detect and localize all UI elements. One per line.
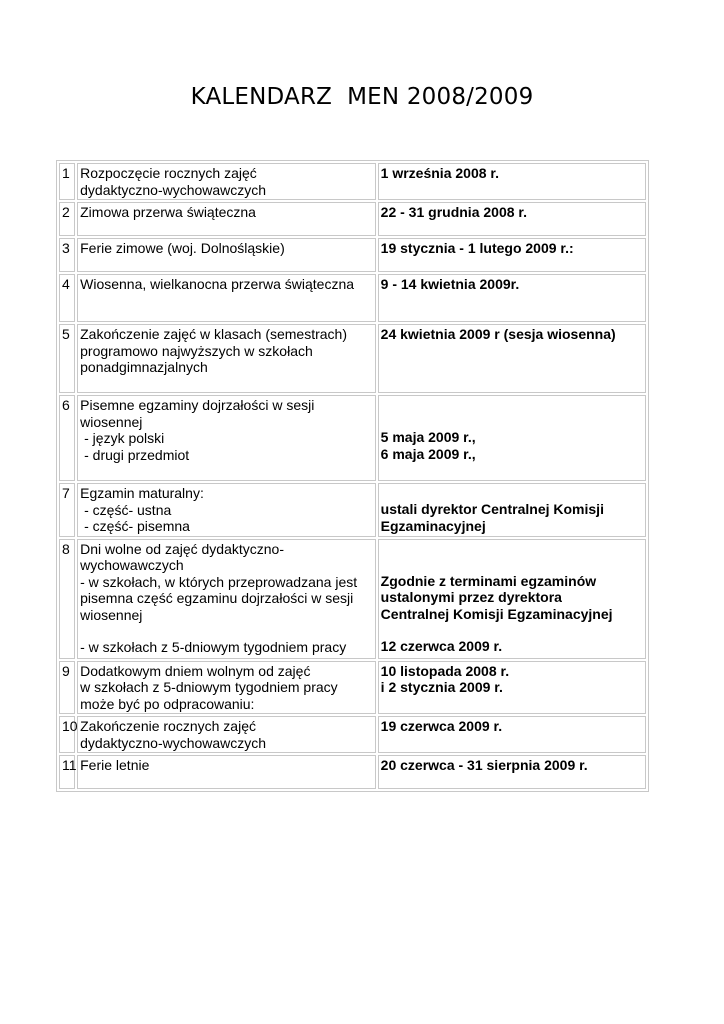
description-line: - w szkołach, w których przeprowadzana jest <box>80 573 358 590</box>
document-title: KALENDARZ MEN 2008/2009 <box>190 84 534 110</box>
description-line: - w szkołach z 5-dniowym tygodniem pracy <box>80 639 347 655</box>
table-row <box>59 324 646 393</box>
description-line: Egzamin maturalny: <box>80 485 204 501</box>
date-line: Egzaminacyjnej <box>380 517 486 534</box>
spacer <box>381 557 643 573</box>
table-row <box>59 238 646 272</box>
date-line: ustali dyrektor Centralnej Komisji <box>380 501 604 517</box>
description-line: - drugi przedmiot <box>84 446 190 463</box>
row-number: 1 <box>59 163 75 200</box>
spacer <box>381 397 643 413</box>
table-row <box>59 163 646 200</box>
row-date <box>378 395 646 481</box>
date-line: 22 - 31 grudnia 2008 r. <box>380 204 527 220</box>
row-date <box>378 716 646 753</box>
table-row <box>59 395 646 481</box>
row-description <box>77 755 376 789</box>
spacer <box>381 541 643 557</box>
row-date <box>378 163 646 200</box>
description-line: Wiosenna, wielkanocna przerwa świąteczna <box>80 276 355 292</box>
table-row <box>59 539 646 659</box>
description-line: Ferie zimowe (woj. Dolnośląskie) <box>80 240 285 256</box>
row-description <box>77 716 376 753</box>
row-date <box>378 661 646 715</box>
date-line: 12 czerwca 2009 r. <box>380 638 503 654</box>
table-row <box>59 716 646 753</box>
description-line: Rozpoczęcie rocznych zajęć <box>80 165 257 181</box>
description-line: - język polski <box>84 430 165 446</box>
description-line: dydaktyczno-wychowawczych <box>80 734 267 751</box>
date-line: 10 listopada 2008 r. <box>380 662 510 679</box>
table-row <box>59 274 646 322</box>
description-line: Zakończenie zajęć w klasach (semestrach) <box>80 326 348 342</box>
row-description <box>77 238 376 272</box>
row-description <box>77 274 376 322</box>
date-line: ustalonymi przez dyrektora <box>380 589 562 605</box>
row-description <box>77 661 376 715</box>
date-line: Zgodnie z terminami egzaminów <box>380 572 597 589</box>
date-line: 5 maja 2009 r., <box>380 429 476 445</box>
row-number: 10 <box>59 716 75 753</box>
date-line: 24 kwietnia 2009 r (sesja wiosenna) <box>380 326 616 342</box>
row-description <box>77 324 376 393</box>
table-row <box>59 202 646 236</box>
spacer <box>381 622 643 638</box>
row-date <box>378 202 646 236</box>
description-line: programowo najwyższych w szkołach <box>80 342 313 359</box>
row-number: 7 <box>59 483 75 537</box>
date-line: i 2 stycznia 2009 r. <box>380 679 503 695</box>
description-line: Dodatkowym dniem wolnym od zajęć <box>80 662 311 679</box>
row-date <box>378 539 646 659</box>
row-description <box>77 539 376 659</box>
table-row <box>59 755 646 789</box>
row-date <box>378 324 646 393</box>
description-line: wiosennej <box>80 413 143 430</box>
description-line: Ferie letnie <box>80 757 150 773</box>
description-line: - część- ustna <box>84 501 172 518</box>
date-line: 19 czerwca 2009 r. <box>380 718 503 734</box>
date-line: 1 września 2008 r. <box>380 165 499 181</box>
spacer <box>381 413 643 429</box>
row-description <box>77 483 376 537</box>
description-line: ponadgimnazjalnych <box>80 359 208 375</box>
row-date <box>378 274 646 322</box>
date-line: 6 maja 2009 r., <box>380 445 476 462</box>
row-number: 8 <box>59 539 75 659</box>
table-row <box>59 661 646 715</box>
description-line: w szkołach z 5-dniowym tygodniem pracy <box>80 679 338 695</box>
row-number: 4 <box>59 274 75 322</box>
row-number: 11 <box>59 755 75 789</box>
date-line: 9 - 14 kwietnia 2009r. <box>380 276 520 292</box>
date-line: Centralnej Komisji Egzaminacyjnej <box>380 605 613 622</box>
description-line: może być po odpracowaniu: <box>80 695 255 712</box>
row-number: 3 <box>59 238 75 272</box>
description-line: Zakończenie rocznych zajęć <box>80 718 256 734</box>
row-description <box>77 395 376 481</box>
row-date <box>378 238 646 272</box>
row-date <box>378 755 646 789</box>
date-line: 19 stycznia - 1 lutego 2009 r.: <box>380 240 574 256</box>
description-line: Zimowa przerwa świąteczna <box>80 204 256 220</box>
row-number: 5 <box>59 324 75 393</box>
description-line: pisemna część egzaminu dojrzałości w sesji <box>80 590 354 606</box>
description-line: dydaktyczno-wychowawczych <box>80 181 267 198</box>
description-line: Dni wolne od zajęć dydaktyczno- <box>80 540 285 557</box>
row-description <box>77 163 376 200</box>
table-row <box>59 483 646 537</box>
date-line: 20 czerwca - 31 sierpnia 2009 r. <box>380 757 588 773</box>
calendar-table <box>56 160 649 792</box>
row-number: 2 <box>59 202 75 236</box>
description-line: wychowawczych <box>80 557 184 573</box>
row-date <box>378 483 646 537</box>
spacer <box>80 623 373 639</box>
spacer <box>381 485 643 501</box>
description-line: Pisemne egzaminy dojrzałości w sesji <box>80 397 315 413</box>
row-description <box>77 202 376 236</box>
row-number: 9 <box>59 661 75 715</box>
row-number: 6 <box>59 395 75 481</box>
description-line: - część- pisemna <box>84 518 190 534</box>
description-line: wiosennej <box>80 606 143 623</box>
